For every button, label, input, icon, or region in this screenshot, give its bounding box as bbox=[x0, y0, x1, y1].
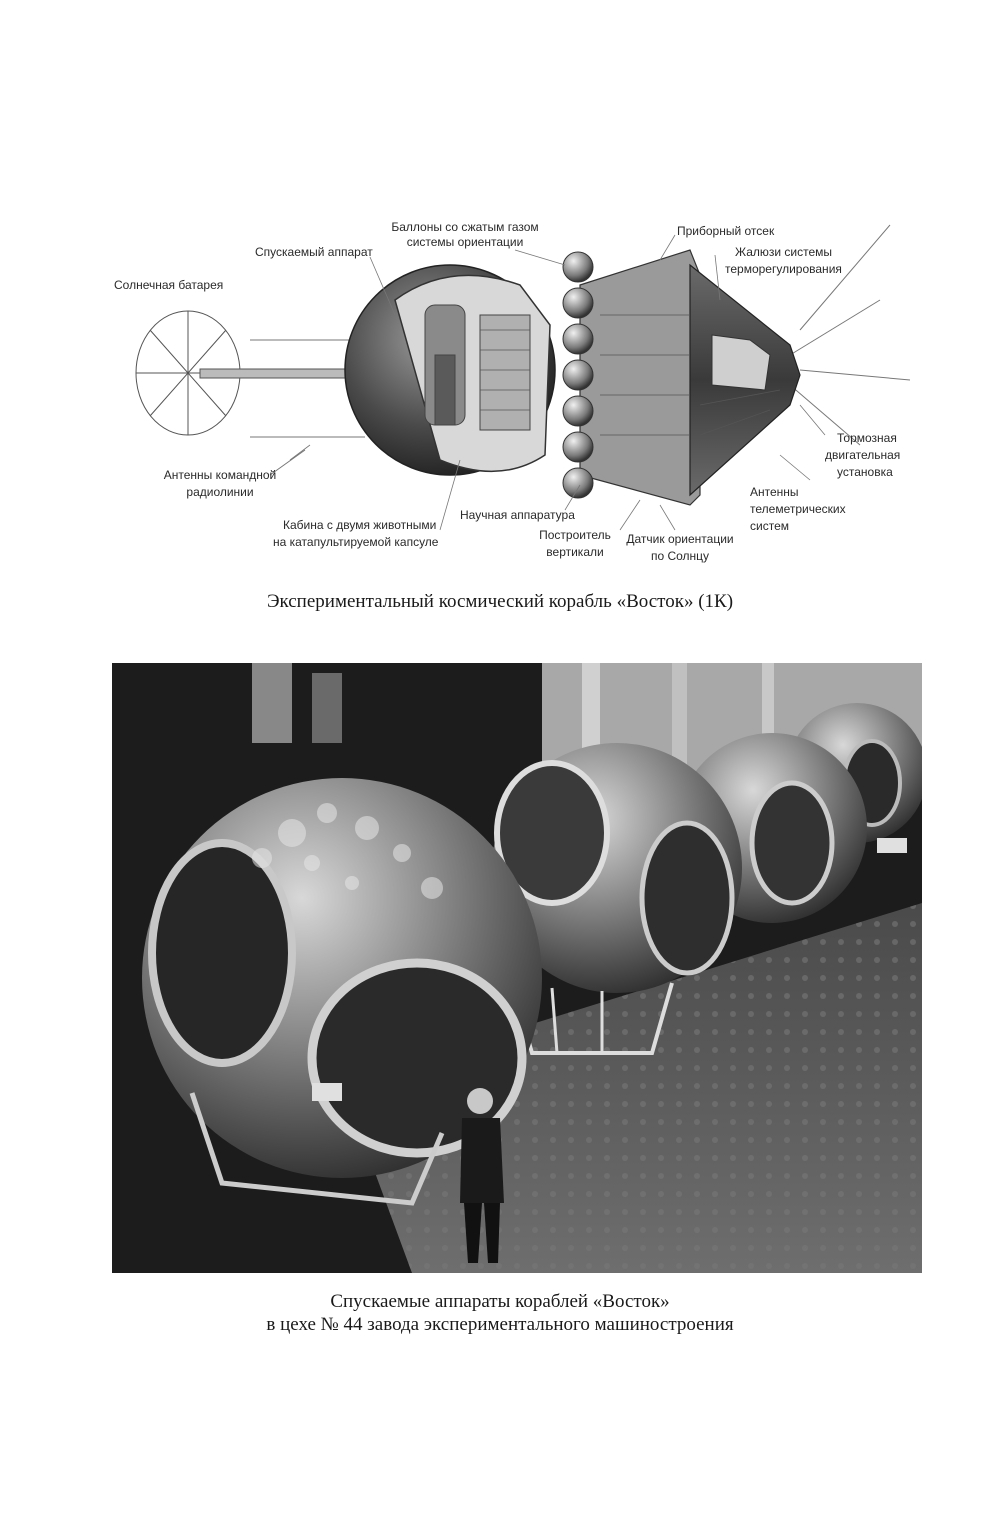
label-telemetry-antennas-3: систем bbox=[750, 519, 789, 533]
label-sun-sensor-2: по Солнцу bbox=[650, 549, 710, 563]
photo-caption-line1: Спускаемые аппараты кораблей «Восток» bbox=[330, 1291, 670, 1312]
label-vertical-builder-1: Построитель bbox=[539, 528, 611, 542]
diagram-caption: Экспериментальный космический корабль «Восток» (1К) bbox=[266, 591, 734, 612]
label-gas-cylinders-2: системы ориентации bbox=[406, 235, 524, 249]
label-brake-engine-1: Тормозная bbox=[837, 431, 897, 445]
label-cabin-2: на катапультируемой капсуле bbox=[273, 535, 439, 549]
label-cabin-1: Кабина с двумя животными bbox=[283, 518, 437, 532]
label-command-antennas-1: Антенны командной bbox=[163, 468, 277, 482]
label-telemetry-antennas-2: телеметрических bbox=[750, 502, 846, 516]
label-thermal-louvers-1: Жалюзи системы bbox=[735, 245, 833, 259]
descent-modules-photo bbox=[112, 663, 922, 1273]
label-sun-sensor-1: Датчик ориентации bbox=[626, 532, 734, 546]
label-command-antennas-2: радиолинии bbox=[186, 485, 254, 499]
label-telemetry-antennas-1: Антенны bbox=[750, 485, 799, 499]
label-thermal-louvers-2: терморегулирования bbox=[725, 262, 842, 276]
photo-caption-line2: в цехе № 44 завода экспериментального машиностроения bbox=[266, 1314, 734, 1335]
label-vertical-builder-2: вертикали bbox=[546, 545, 604, 559]
label-solar-battery: Солнечная батарея bbox=[114, 278, 224, 292]
label-scientific-equipment: Научная аппаратура bbox=[460, 508, 575, 522]
photo-illustration bbox=[112, 663, 922, 1273]
spacecraft-diagram bbox=[100, 205, 920, 575]
label-descent-module: Спускаемый аппарат bbox=[255, 245, 373, 259]
label-brake-engine-2: двигательная bbox=[825, 448, 901, 462]
label-gas-cylinders-1: Баллоны со сжатым газом bbox=[391, 220, 539, 234]
label-instrument-compartment: Приборный отсек bbox=[677, 224, 775, 238]
label-brake-engine-3: установка bbox=[837, 465, 893, 479]
